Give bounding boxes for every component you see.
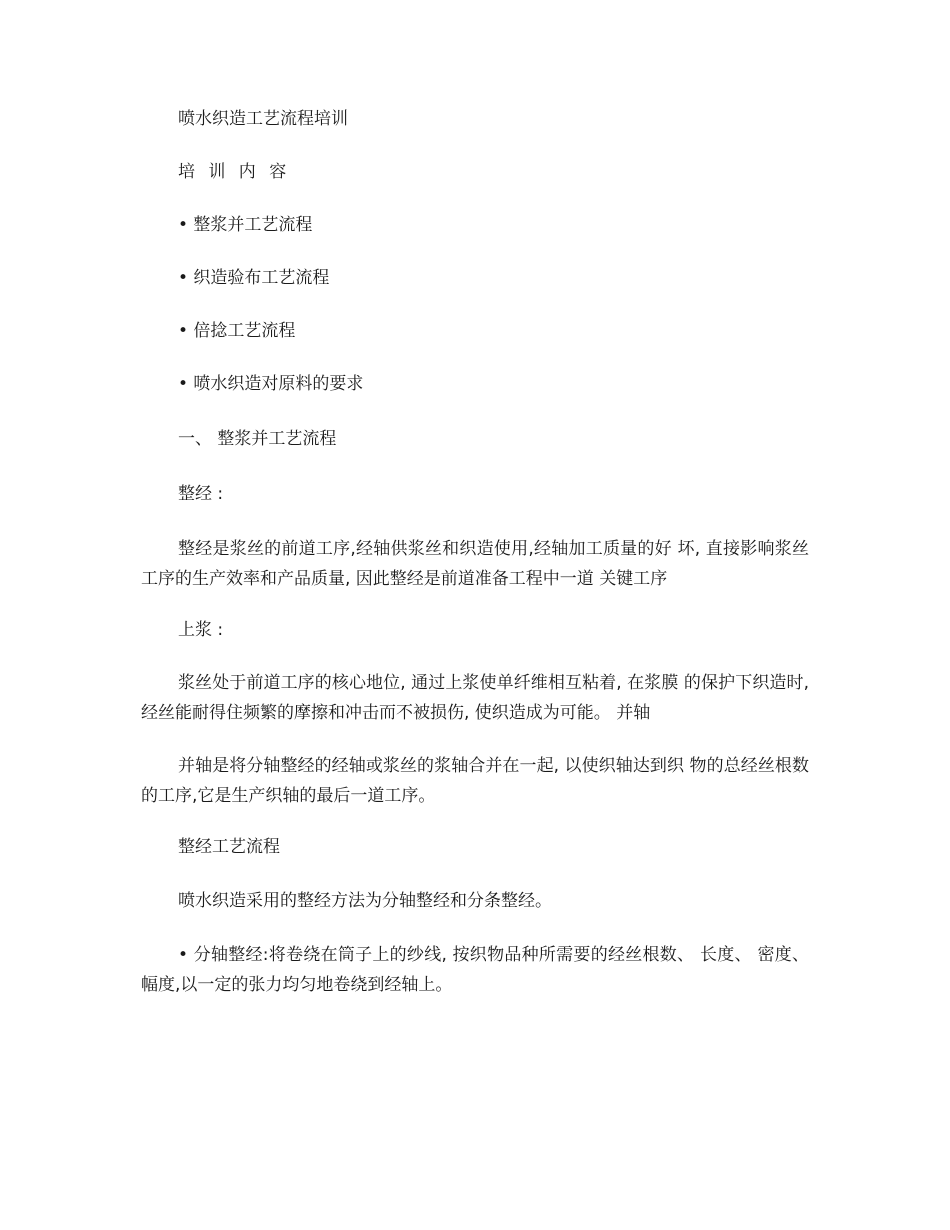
body-paragraph: 整经是浆丝的前道工序,经轴供浆丝和织造使用,经轴加工质量的好 坏, 直接影响浆丝工序的生产效率和产品质量, 因此整经是前道准备工程中一道 关键工序 <box>141 539 809 589</box>
toc-heading: 培 训 内 容 <box>178 162 291 182</box>
section-heading: 一、 整浆并工艺流程 <box>178 429 337 449</box>
toc-item: • 倍捻工艺流程 <box>178 321 296 341</box>
toc-item: • 喷水织造对原料的要求 <box>178 374 364 394</box>
document-body <box>141 104 809 1000</box>
body-paragraph: 浆丝处于前道工序的核心地位, 通过上浆使单纤维相互粘着, 在浆膜 的保护下织造时, 经丝能耐得住频繁的摩擦和冲击而不被损伤, 使织造成为可能。 并轴 <box>141 673 809 723</box>
toc-item: • 织造验布工艺流程 <box>178 268 330 288</box>
toc-item: • 整浆并工艺流程 <box>178 215 313 235</box>
body-paragraph: 喷水织造采用的整经方法为分轴整经和分条整经。 <box>178 891 552 911</box>
subsection-heading: 整经工艺流程 <box>178 837 280 857</box>
body-paragraph: 并轴是将分轴整经的经轴或浆丝的浆轴合并在一起, 以使织轴达到织 物的总经丝根数的工序,它是生产织轴的最后一道工序。 <box>141 756 809 806</box>
bullet-paragraph: • 分轴整经:将卷绕在筒子上的纱线, 按织物品种所需要的经丝根数、 长度、 密度、幅度,以一定的张力均匀地卷绕到经轴上。 <box>141 945 809 995</box>
subsection-label: 上浆 : <box>178 620 224 640</box>
document-title: 喷水织造工艺流程培训 <box>178 109 348 129</box>
subsection-label: 整经 : <box>178 484 224 504</box>
